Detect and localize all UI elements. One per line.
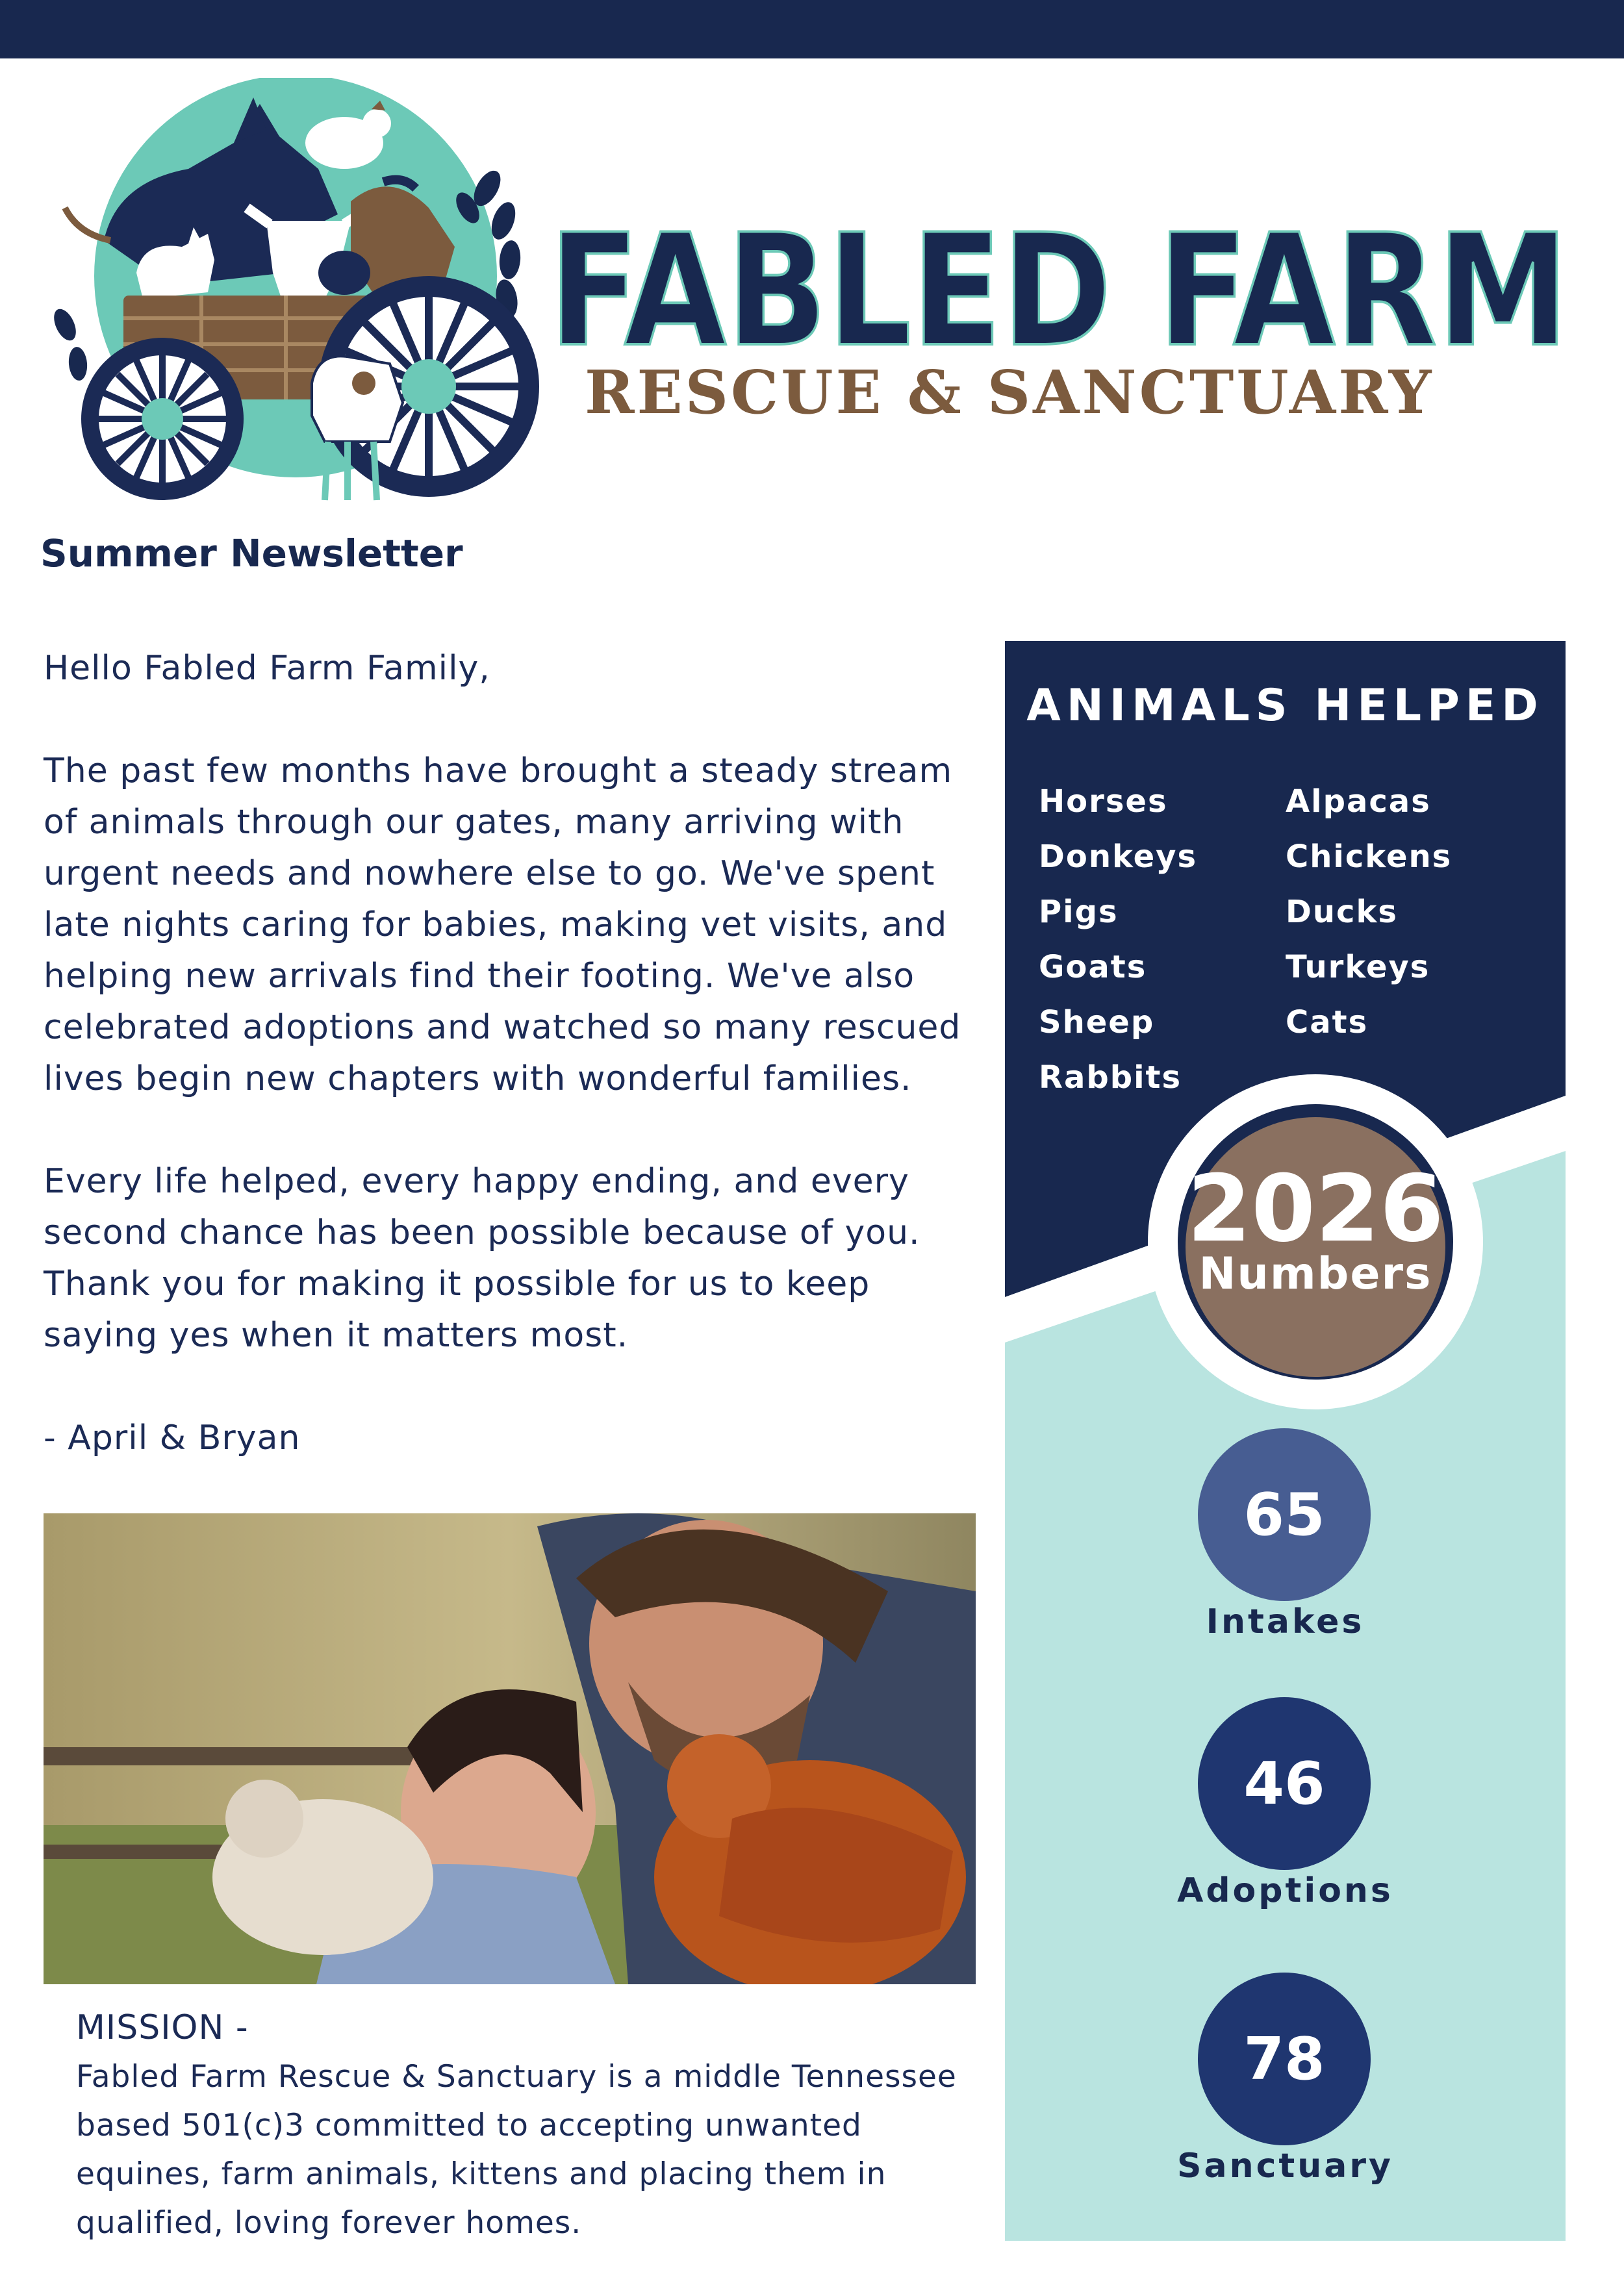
brand-subtitle: RESCUE & SANCTUARY — [585, 357, 1434, 427]
animal-item: Ducks — [1286, 894, 1398, 930]
animals-helped-panel — [1005, 641, 1566, 2241]
top-bar — [0, 0, 1624, 58]
animal-item: Rabbits — [1039, 1059, 1182, 1096]
animal-item: Goats — [1039, 949, 1147, 985]
stat-circle: 65 — [1198, 1428, 1371, 1601]
year-label: Numbers — [1199, 1248, 1432, 1300]
newsletter-label: Summer Newsletter — [40, 531, 463, 575]
brand-title — [539, 221, 1579, 370]
animal-item: Pigs — [1039, 894, 1119, 930]
farm-logo-illustration — [39, 78, 546, 520]
animal-item: Cats — [1286, 1004, 1369, 1041]
animal-list-right — [1286, 774, 1452, 1050]
letter-paragraph-1: The past few months have brought a steady stream of animals through our gates, many arriving with urgent needs and nowhere else to go. We've spent late nights caring for babies, making vet visits, and helping new arrivals find their footing. We've also celebrated adoptions and watched so many rescued lives begin new chapters with wonderful families. — [44, 751, 961, 1098]
animal-list-left — [1039, 774, 1197, 1105]
letter-signature: - April & Bryan — [44, 1419, 301, 1457]
panel-title: ANIMALS HELPED — [1026, 680, 1544, 731]
animal-item: Sheep — [1039, 1004, 1155, 1041]
animal-item: Turkeys — [1286, 949, 1430, 985]
stat-circle: 78 — [1198, 1973, 1371, 2145]
letter-paragraph-2: Every life helped, every happy ending, and every second chance has been possible because of you. Thank you for making it possible for us to keep saying yes when it matters most. — [44, 1162, 920, 1355]
year-number: 2026 — [1187, 1155, 1444, 1263]
svg-text:FABLED FARM: FABLED FARM — [549, 221, 1569, 370]
stat-label: Adoptions — [1177, 1871, 1393, 1910]
animal-item: Horses — [1039, 783, 1168, 820]
letter-body — [44, 643, 966, 1515]
animal-item: Alpacas — [1286, 783, 1431, 820]
mission-heading: MISSION - — [76, 2008, 249, 2047]
couple-with-chickens-photo — [44, 1513, 976, 1984]
animal-item: Donkeys — [1039, 839, 1198, 875]
stat-label: Sanctuary — [1177, 2147, 1393, 2186]
stat-circle: 46 — [1198, 1697, 1371, 1870]
mission-text: Fabled Farm Rescue & Sanctuary is a middle Tennessee based 501(c)3 committed to accepting unwanted equines, farm animals, kittens and placing them in qualified, loving forever homes. — [76, 2059, 957, 2241]
animal-item: Chickens — [1286, 839, 1453, 875]
stat-label: Intakes — [1206, 1602, 1365, 1641]
mission-section — [76, 2004, 985, 2247]
letter-greeting: Hello Fabled Farm Family, — [44, 649, 490, 688]
